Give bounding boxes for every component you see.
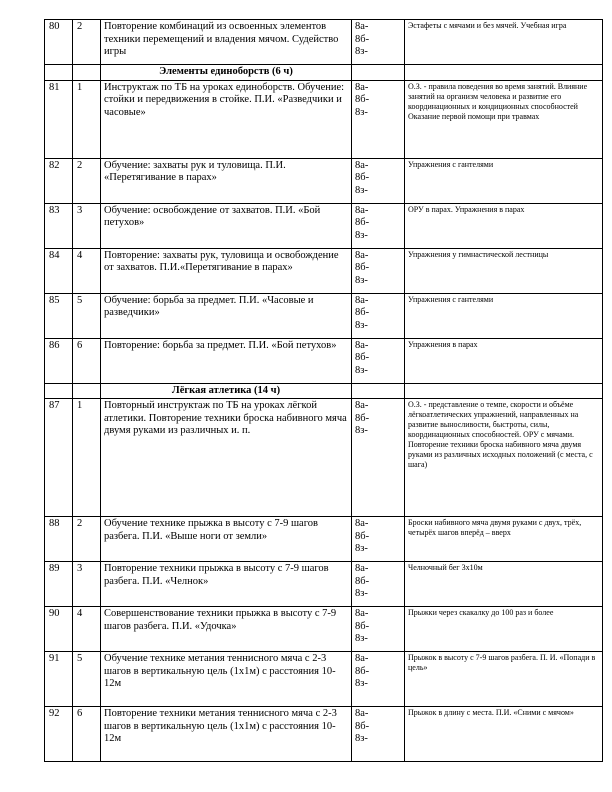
class-label: 8з- xyxy=(355,319,368,331)
class-label: 8а- xyxy=(355,204,369,216)
class-list xyxy=(352,338,405,383)
lesson-row xyxy=(45,338,603,383)
class-label: 8а- xyxy=(355,400,369,411)
lesson-topic: Повторение комбинаций из освоенных элементов техники перемещений и владения мячом. Судейство игры xyxy=(101,20,352,65)
empty-cell xyxy=(45,383,73,399)
class-label: 8б- xyxy=(355,307,370,318)
lesson-row xyxy=(45,80,603,158)
class-label: 8б- xyxy=(355,352,370,363)
topic-lesson-number: 6 xyxy=(73,338,101,383)
class-list xyxy=(352,203,405,248)
class-label: 8а- xyxy=(355,81,369,93)
lesson-topic: Инструктаж по ТБ на уроках единоборств. Обучение: стойки и передвижения в стойке. П.И. «Разведчики и часовые» xyxy=(101,80,352,158)
class-label: 8з- xyxy=(355,588,368,599)
class-list xyxy=(352,248,405,293)
class-label: 8а- xyxy=(355,518,369,529)
class-label: 8б- xyxy=(355,33,370,45)
lesson-number: 88 xyxy=(45,517,73,562)
lesson-row xyxy=(45,517,603,562)
lesson-note: Прыжок в высоту с 7-9 шагов разбега. П. И. «Попади в цель» xyxy=(405,652,603,707)
class-label: 8з- xyxy=(355,229,368,241)
lesson-row xyxy=(45,203,603,248)
lesson-topic: Повторение техники прыжка в высоту с 7-9 шагов разбега. П.И. «Челнок» xyxy=(101,562,352,607)
class-label: 8б- xyxy=(355,575,370,587)
class-label: 8з- xyxy=(355,184,368,196)
class-label: 8а- xyxy=(355,608,369,619)
empty-cell xyxy=(405,65,603,81)
lesson-note: Упражнения у гимнастической лестницы xyxy=(405,248,603,293)
topic-lesson-number: 4 xyxy=(73,248,101,293)
lesson-row xyxy=(45,652,603,707)
lesson-note: Упражнения с гантелями xyxy=(405,158,603,203)
topic-lesson-number: 6 xyxy=(73,707,101,762)
class-list xyxy=(352,707,405,762)
class-label: 8б- xyxy=(355,530,370,542)
class-label: 8а- xyxy=(355,653,369,664)
lesson-number: 87 xyxy=(45,399,73,517)
empty-cell xyxy=(45,65,73,81)
empty-cell xyxy=(405,383,603,399)
class-label: 8з- xyxy=(355,364,368,376)
lesson-note: Прыжок в длину с места. П.И. «Сними с мячом» xyxy=(405,707,603,762)
lesson-note: Прыжки через скакалку до 100 раз и более xyxy=(405,607,603,652)
lesson-number: 81 xyxy=(45,80,73,158)
class-label: 8з- xyxy=(355,733,368,744)
empty-cell xyxy=(352,65,405,81)
class-label: 8а- xyxy=(355,21,369,32)
class-label: 8б- xyxy=(355,94,370,105)
lesson-number: 90 xyxy=(45,607,73,652)
lesson-row xyxy=(45,707,603,762)
lesson-topic: Повторение: борьба за предмет. П.И. «Бой петухов» xyxy=(101,338,352,383)
lesson-number: 84 xyxy=(45,248,73,293)
lesson-note: О.З. - правила поведения во время занятий. Влияние занятий на организм человека и развитие его координационных и кондиционных способностей Оказание первой помощи при травмах xyxy=(405,80,603,158)
topic-lesson-number: 2 xyxy=(73,20,101,65)
lesson-number: 91 xyxy=(45,652,73,707)
section-row xyxy=(45,383,603,399)
class-list xyxy=(352,517,405,562)
class-list xyxy=(352,562,405,607)
lesson-plan-table xyxy=(44,19,603,762)
lesson-number: 92 xyxy=(45,707,73,762)
topic-lesson-number: 3 xyxy=(73,562,101,607)
lesson-row xyxy=(45,293,603,338)
class-label: 8б- xyxy=(355,217,370,228)
lesson-number: 82 xyxy=(45,158,73,203)
lesson-row xyxy=(45,248,603,293)
lesson-row xyxy=(45,20,603,65)
lesson-row xyxy=(45,562,603,607)
topic-lesson-number: 3 xyxy=(73,203,101,248)
lesson-plan-body xyxy=(45,20,603,762)
class-label: 8з- xyxy=(355,678,368,689)
lesson-note: ОРУ в парах. Упражнения в парах xyxy=(405,203,603,248)
class-list xyxy=(352,652,405,707)
class-list xyxy=(352,607,405,652)
lesson-topic: Повторный инструктаж по ТБ на уроках лёгкой атлетики. Повторение техники броска набивного мяча двумя руками из различных и. п. xyxy=(101,399,352,517)
topic-lesson-number: 5 xyxy=(73,652,101,707)
lesson-note: Эстафеты с мячами и без мячей. Учебная игра xyxy=(405,20,603,65)
topic-lesson-number: 4 xyxy=(73,607,101,652)
class-label: 8а- xyxy=(355,249,369,261)
section-title: Лёгкая атлетика (14 ч) xyxy=(101,383,352,399)
topic-lesson-number: 2 xyxy=(73,517,101,562)
class-list xyxy=(352,158,405,203)
class-label: 8б- xyxy=(355,262,370,273)
section-row xyxy=(45,65,603,81)
lesson-topic: Обучение технике метания теннисного мяча с 2-3 шагов в вертикальную цель (1х1м) с расстояния 10-12м xyxy=(101,652,352,707)
lesson-number: 89 xyxy=(45,562,73,607)
class-label: 8з- xyxy=(355,106,368,118)
lesson-number: 86 xyxy=(45,338,73,383)
lesson-note: Упражнения в парах xyxy=(405,338,603,383)
class-label: 8з- xyxy=(355,543,368,554)
class-list xyxy=(352,293,405,338)
class-label: 8б- xyxy=(355,720,370,732)
topic-lesson-number: 5 xyxy=(73,293,101,338)
empty-cell xyxy=(73,65,101,81)
lesson-note: О.З. - представление о темпе, скорости и объёме лёгкоатлетических упражнений, направленных на развитие выносливости, быстроты, силы, координационных способностей. ОРУ с мячами. Повторение техники броска набивного мяча двумя руками из различных исходных положений (с места, с шага) xyxy=(405,399,603,517)
class-label: 8з- xyxy=(355,274,368,286)
topic-lesson-number: 2 xyxy=(73,158,101,203)
lesson-topic: Совершенствование техники прыжка в высоту с 7-9 шагов разбега. П.И. «Удочка» xyxy=(101,607,352,652)
lesson-note: Броски набивного мяча двумя руками с двух, трёх, четырёх шагов вперёд – вверх xyxy=(405,517,603,562)
lesson-number: 83 xyxy=(45,203,73,248)
class-label: 8а- xyxy=(355,294,369,306)
lesson-topic: Обучение: захваты рук и туловища. П.И. «Перетягивание в парах» xyxy=(101,158,352,203)
class-list xyxy=(352,80,405,158)
lesson-topic: Обучение технике прыжка в высоту с 7-9 шагов разбега. П.И. «Выше ноги от земли» xyxy=(101,517,352,562)
empty-cell xyxy=(73,383,101,399)
lesson-number: 80 xyxy=(45,20,73,65)
lesson-number: 85 xyxy=(45,293,73,338)
class-label: 8а- xyxy=(355,159,369,171)
lesson-note: Упражнения с гантелями xyxy=(405,293,603,338)
class-list xyxy=(352,20,405,65)
class-label: 8а- xyxy=(355,339,369,351)
class-label: 8б- xyxy=(355,412,370,424)
topic-lesson-number: 1 xyxy=(73,399,101,517)
class-label: 8б- xyxy=(355,665,370,677)
lesson-row xyxy=(45,607,603,652)
class-label: 8з- xyxy=(355,46,368,57)
empty-cell xyxy=(352,383,405,399)
lesson-row xyxy=(45,158,603,203)
lesson-topic: Обучение: борьба за предмет. П.И. «Часовые и разведчики» xyxy=(101,293,352,338)
lesson-note: Челночный бег 3х10м xyxy=(405,562,603,607)
lesson-row xyxy=(45,399,603,517)
class-label: 8б- xyxy=(355,620,370,632)
topic-lesson-number: 1 xyxy=(73,80,101,158)
lesson-topic: Повторение техники метания теннисного мяча с 2-3 шагов в вертикальную цель (1х1м) с расстояния 10-12м xyxy=(101,707,352,762)
lesson-topic: Повторение: захваты рук, туловища и освобождение от захватов. П.И.«Перетягивание в парах» xyxy=(101,248,352,293)
class-list xyxy=(352,399,405,517)
lesson-topic: Обучение: освобождение от захватов. П.И. «Бой петухов» xyxy=(101,203,352,248)
section-title: Элементы единоборств (6 ч) xyxy=(101,65,352,81)
class-label: 8з- xyxy=(355,633,368,644)
class-label: 8а- xyxy=(355,708,369,719)
class-label: 8а- xyxy=(355,563,369,574)
class-label: 8б- xyxy=(355,172,370,183)
class-label: 8з- xyxy=(355,425,368,436)
